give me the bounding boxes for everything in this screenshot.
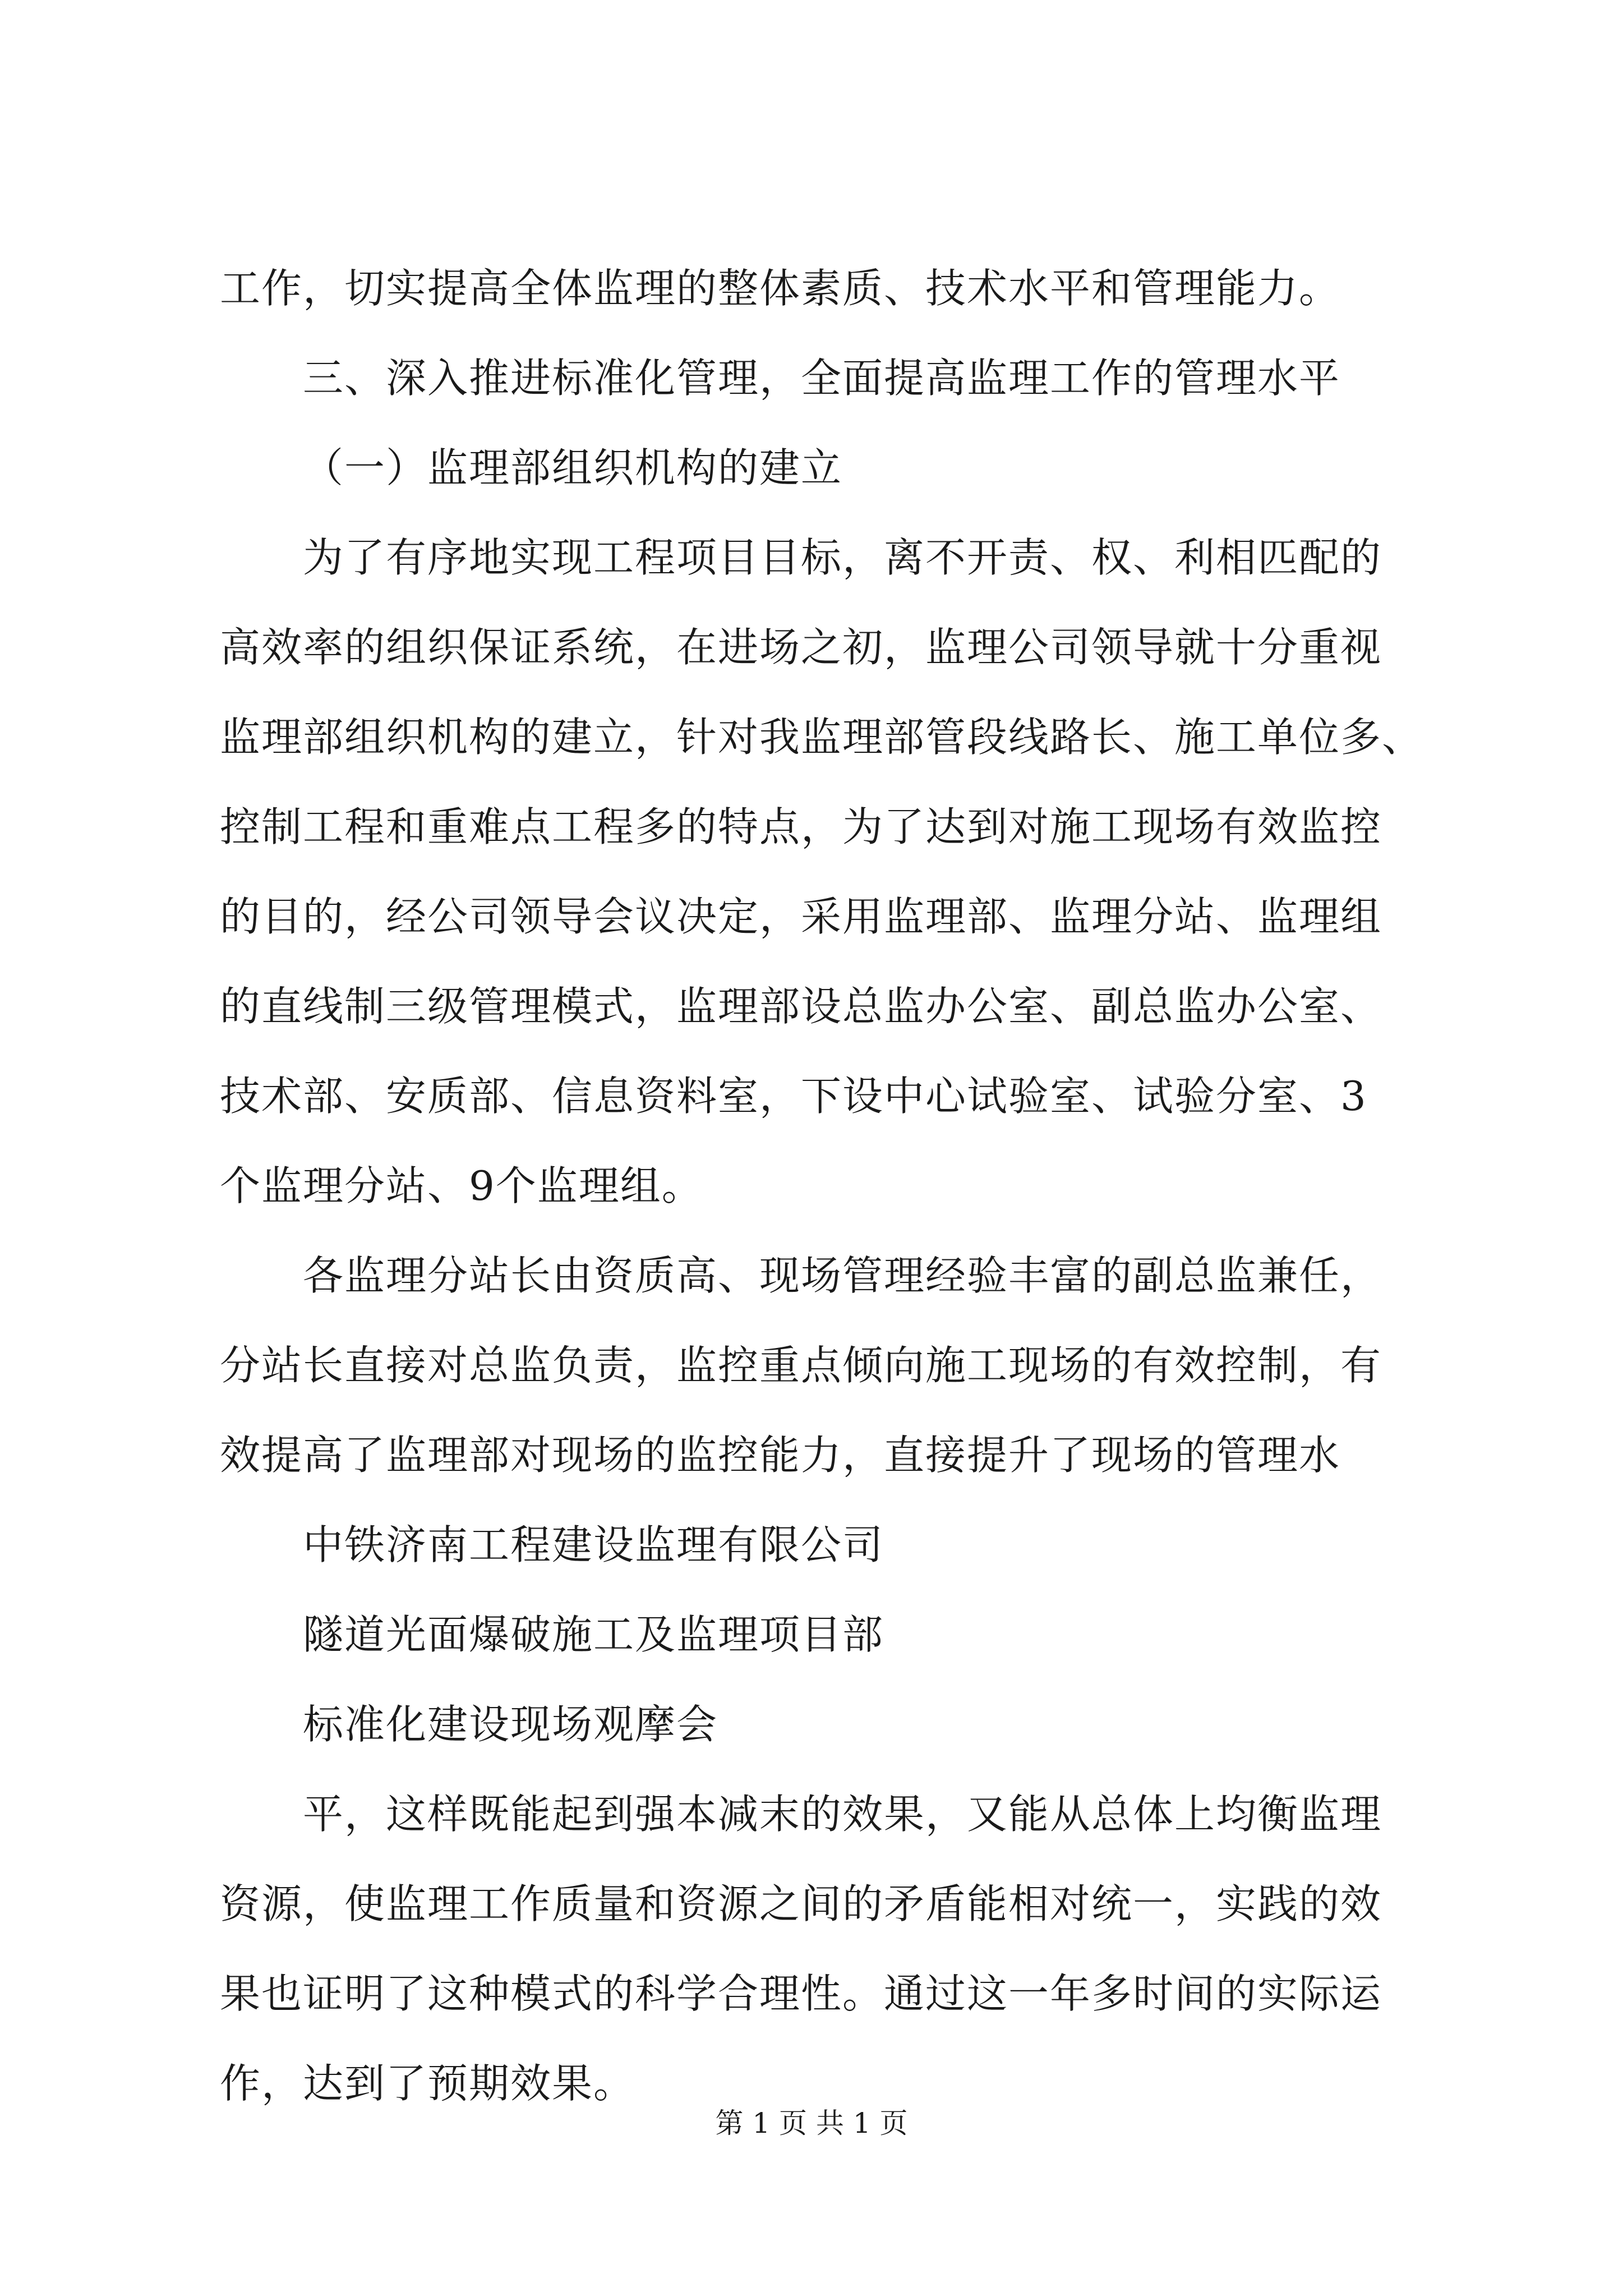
paragraph-2-line-1: 各监理分站长由资质高、现场管理经验丰富的副总监兼任， [303, 1252, 1382, 1299]
paragraph-2-line-3: 效提高了监理部对现场的监控能力，直接提升了现场的管理水 [220, 1432, 1341, 1479]
paragraph-1-line-3: 监理部组织机构的建立，针对我监理部管段线路长、施工单位多、 [220, 714, 1424, 761]
subsection-heading: （一）监理部组织机构的建立 [303, 444, 843, 491]
company-name-line: 中铁济南工程建设监理有限公司 [303, 1521, 884, 1568]
paragraph-1-line-8: 个监理分站、9个监理组。 [220, 1162, 703, 1209]
paragraph-1-line-7: 技术部、安质部、信息资料室，下设中心试验室、试验分室、3 [220, 1073, 1367, 1120]
paragraph-3-line-1: 平，这样既能起到强本减末的效果，又能从总体上均衡监理 [303, 1791, 1382, 1838]
paragraph-3-line-2: 资源，使监理工作质量和资源之间的矛盾能相对统一，实践的效 [220, 1880, 1382, 1927]
paragraph-1-line-4: 控制工程和重难点工程多的特点，为了达到对施工现场有效监控 [220, 803, 1382, 850]
body-line-1: 工作，切实提高全体监理的整体素质、技术水平和管理能力。 [220, 265, 1341, 312]
project-department-line: 隧道光面爆破施工及监理项目部 [303, 1611, 884, 1658]
paragraph-1-line-1: 为了有序地实现工程项目目标，离不开责、权、利相匹配的 [303, 534, 1382, 581]
page-number-footer: 第 1 页 共 1 页 [715, 2107, 908, 2139]
paragraph-2-line-2: 分站长直接对总监负责，监控重点倾向施工现场的有效控制，有 [220, 1342, 1382, 1389]
section-heading: 三、深入推进标准化管理，全面提高监理工作的管理水平 [303, 355, 1341, 402]
paragraph-3-line-4: 作，达到了预期效果。 [220, 2060, 635, 2107]
meeting-title-line: 标准化建设现场观摩会 [303, 1701, 718, 1748]
paragraph-1-line-5: 的目的，经公司领导会议决定，采用监理部、监理分站、监理组 [220, 893, 1382, 940]
paragraph-1-line-2: 高效率的组织保证系统，在进场之初，监理公司领导就十分重视 [220, 624, 1382, 671]
paragraph-3-line-3: 果也证明了这种模式的科学合理性。通过这一年多时间的实际运 [220, 1970, 1382, 2017]
paragraph-1-line-6: 的直线制三级管理模式，监理部设总监办公室、副总监办公室、 [220, 983, 1382, 1030]
